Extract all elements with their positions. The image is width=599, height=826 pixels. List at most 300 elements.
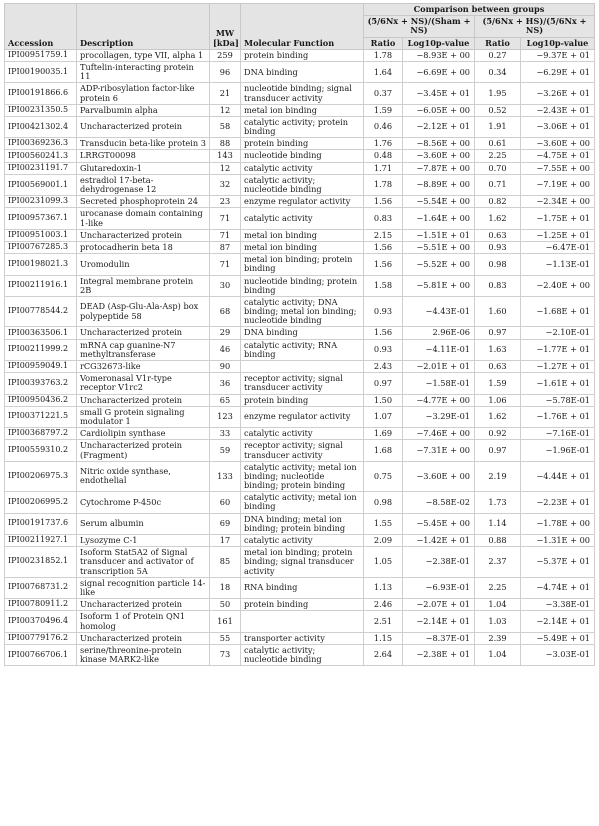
mw-cell: 30 <box>210 275 241 296</box>
log-1-cell: −8.58E-02 <box>403 492 475 513</box>
mw-cell: 58 <box>210 116 241 137</box>
function-cell: catalytic activity; nucleotide binding <box>241 644 364 665</box>
mw-cell: 18 <box>210 577 241 598</box>
accession-cell: IPI00211999.2 <box>5 339 77 360</box>
function-cell: transporter activity <box>241 632 364 644</box>
log-2-cell: −6.29E + 01 <box>521 61 595 82</box>
log-1-cell: −1.42E + 01 <box>403 535 475 547</box>
log-2-cell: −1.27E + 01 <box>521 361 595 373</box>
log-1-cell: −5.52E + 00 <box>403 254 475 275</box>
log-2-cell: −3.26E + 01 <box>521 83 595 104</box>
log-1-cell: −1.58E-01 <box>403 373 475 394</box>
mw-cell: 23 <box>210 196 241 208</box>
log-2-cell: −7.55E + 00 <box>521 162 595 174</box>
ratio-2-cell: 0.63 <box>475 229 521 241</box>
log-2-cell: −9.37E + 01 <box>521 49 595 61</box>
function-cell: RNA binding <box>241 577 364 598</box>
log-1-cell: −2.14E + 01 <box>403 611 475 632</box>
ratio-2-cell: 0.97 <box>475 440 521 461</box>
table-row <box>5 373 595 394</box>
table-row <box>5 196 595 208</box>
log-2-cell: −3.38E-01 <box>521 599 595 611</box>
ratio-1-cell: 2.64 <box>364 644 403 665</box>
table-row <box>5 339 595 360</box>
accession-cell: IPI00231191.7 <box>5 162 77 174</box>
log-1-cell: −2.07E + 01 <box>403 599 475 611</box>
function-cell: protein binding <box>241 49 364 61</box>
log-1-cell: −4.77E + 00 <box>403 394 475 406</box>
mw-cell: 71 <box>210 254 241 275</box>
log-1-cell: −3.45E + 01 <box>403 83 475 104</box>
function-cell: receptor activity; signal transducer activity <box>241 440 364 461</box>
log-1-cell: 2.96E-06 <box>403 327 475 339</box>
log-1-cell: −3.60E + 00 <box>403 461 475 492</box>
accession-cell: IPI00779176.2 <box>5 632 77 644</box>
ratio-2-cell: 1.95 <box>475 83 521 104</box>
mw-cell: 32 <box>210 174 241 195</box>
mw-cell: 71 <box>210 208 241 229</box>
table-row <box>5 162 595 174</box>
log-2-cell: −6.47E-01 <box>521 241 595 253</box>
log-1-cell: −2.38E + 01 <box>403 644 475 665</box>
accession-cell: IPI00368797.2 <box>5 428 77 440</box>
log-2-cell: −5.49E + 01 <box>521 632 595 644</box>
log-1-cell: −5.81E + 00 <box>403 275 475 296</box>
function-cell: catalytic activity; metal ion binding; nucleotide binding; protein binding <box>241 461 364 492</box>
table-row <box>5 394 595 406</box>
header-description: Description <box>77 4 210 50</box>
log-2-cell: −2.23E + 01 <box>521 492 595 513</box>
ratio-2-cell: 0.27 <box>475 49 521 61</box>
ratio-2-cell: 0.93 <box>475 241 521 253</box>
ratio-2-cell: 1.04 <box>475 599 521 611</box>
accession-cell: IPI00211927.1 <box>5 535 77 547</box>
accession-cell: IPI00778544.2 <box>5 296 77 327</box>
function-cell: enzyme regulator activity <box>241 406 364 427</box>
function-cell: metal ion binding <box>241 229 364 241</box>
function-cell: metal ion binding <box>241 104 364 116</box>
mw-cell: 143 <box>210 150 241 162</box>
description-cell: Cytochrome P-450c <box>77 492 210 513</box>
mw-cell: 17 <box>210 535 241 547</box>
table-row <box>5 428 595 440</box>
accession-cell: IPI00206975.3 <box>5 461 77 492</box>
description-cell: Uncharacterized protein <box>77 327 210 339</box>
accession-cell: IPI00766706.1 <box>5 644 77 665</box>
mw-cell: 71 <box>210 229 241 241</box>
ratio-1-cell: 0.37 <box>364 83 403 104</box>
ratio-2-cell: 0.98 <box>475 254 521 275</box>
accession-cell: IPI00957367.1 <box>5 208 77 229</box>
description-cell: Uncharacterized protein <box>77 394 210 406</box>
ratio-1-cell: 1.78 <box>364 49 403 61</box>
description-cell: signal recognition particle 14-like <box>77 577 210 598</box>
function-cell: catalytic activity; nucleotide binding <box>241 174 364 195</box>
table-row <box>5 611 595 632</box>
log-1-cell: −8.37E-01 <box>403 632 475 644</box>
ratio-1-cell: 1.56 <box>364 241 403 253</box>
table-row <box>5 513 595 534</box>
function-cell: protein binding <box>241 599 364 611</box>
ratio-2-cell: 0.92 <box>475 428 521 440</box>
header-group-2: (5/6Nx + HS)/(5/6Nx + NS) <box>475 16 595 37</box>
accession-cell: IPI00231350.5 <box>5 104 77 116</box>
accession-cell: IPI00363506.1 <box>5 327 77 339</box>
ratio-1-cell: 1.05 <box>364 547 403 578</box>
ratio-2-cell: 1.04 <box>475 644 521 665</box>
description-cell: serine/threonine-protein kinase MARK2-like <box>77 644 210 665</box>
header-comparison: Comparison between groups <box>364 4 595 16</box>
ratio-2-cell: 0.88 <box>475 535 521 547</box>
function-cell: metal ion binding <box>241 241 364 253</box>
ratio-2-cell: 1.60 <box>475 296 521 327</box>
accession-cell: IPI00768731.2 <box>5 577 77 598</box>
log-1-cell: −2.01E + 01 <box>403 361 475 373</box>
ratio-1-cell: 1.55 <box>364 513 403 534</box>
log-1-cell: −6.69E + 00 <box>403 61 475 82</box>
header-ratio-1: Ratio <box>364 37 403 49</box>
ratio-2-cell: 0.83 <box>475 275 521 296</box>
log-2-cell: −2.10E-01 <box>521 327 595 339</box>
table-row <box>5 254 595 275</box>
function-cell <box>241 611 364 632</box>
function-cell: DNA binding <box>241 327 364 339</box>
log-1-cell: −8.93E + 00 <box>403 49 475 61</box>
table-row <box>5 150 595 162</box>
mw-cell: 161 <box>210 611 241 632</box>
log-1-cell: −7.87E + 00 <box>403 162 475 174</box>
table-row <box>5 61 595 82</box>
ratio-1-cell: 1.15 <box>364 632 403 644</box>
mw-cell: 55 <box>210 632 241 644</box>
function-cell: catalytic activity <box>241 428 364 440</box>
mw-cell: 96 <box>210 61 241 82</box>
ratio-2-cell: 1.59 <box>475 373 521 394</box>
log-1-cell: −5.45E + 00 <box>403 513 475 534</box>
table-row <box>5 296 595 327</box>
ratio-2-cell: 0.63 <box>475 361 521 373</box>
log-1-cell: −8.89E + 00 <box>403 174 475 195</box>
accession-cell: IPI00198021.3 <box>5 254 77 275</box>
mw-cell: 46 <box>210 339 241 360</box>
description-cell: Uncharacterized protein <box>77 632 210 644</box>
ratio-1-cell: 2.15 <box>364 229 403 241</box>
log-1-cell: −3.29E-01 <box>403 406 475 427</box>
ratio-1-cell: 1.76 <box>364 138 403 150</box>
ratio-1-cell: 1.59 <box>364 104 403 116</box>
table-row <box>5 83 595 104</box>
accession-cell: IPI00370496.4 <box>5 611 77 632</box>
function-cell: metal ion binding; protein binding; signal transducer activity <box>241 547 364 578</box>
table-row <box>5 440 595 461</box>
table-row <box>5 104 595 116</box>
log-1-cell: −7.31E + 00 <box>403 440 475 461</box>
accession-cell: IPI00191737.6 <box>5 513 77 534</box>
function-cell: DNA binding <box>241 61 364 82</box>
table-row <box>5 406 595 427</box>
table-row <box>5 535 595 547</box>
ratio-2-cell: 2.25 <box>475 150 521 162</box>
description-cell: Isoform Stat5A2 of Signal transducer and activator of transcription 5A <box>77 547 210 578</box>
log-1-cell: −3.60E + 00 <box>403 150 475 162</box>
description-cell: protocadherin beta 18 <box>77 241 210 253</box>
function-cell <box>241 361 364 373</box>
log-2-cell: −4.44E + 01 <box>521 461 595 492</box>
ratio-1-cell: 1.07 <box>364 406 403 427</box>
mw-cell: 65 <box>210 394 241 406</box>
ratio-2-cell: 2.37 <box>475 547 521 578</box>
header-group-1: (5/6Nx + NS)/(Sham + NS) <box>364 16 475 37</box>
log-1-cell: −1.51E + 01 <box>403 229 475 241</box>
accession-cell: IPI00231099.3 <box>5 196 77 208</box>
log-2-cell: −5.78E-01 <box>521 394 595 406</box>
log-2-cell: −1.75E + 01 <box>521 208 595 229</box>
mw-cell: 90 <box>210 361 241 373</box>
description-cell: Secreted phosphoprotein 24 <box>77 196 210 208</box>
mw-cell: 12 <box>210 162 241 174</box>
ratio-2-cell: 0.70 <box>475 162 521 174</box>
log-1-cell: −1.64E + 00 <box>403 208 475 229</box>
description-cell: Parvalbumin alpha <box>77 104 210 116</box>
function-cell: protein binding <box>241 394 364 406</box>
ratio-1-cell: 1.64 <box>364 61 403 82</box>
accession-cell: IPI00951759.1 <box>5 49 77 61</box>
description-cell: small G protein signaling modulator 1 <box>77 406 210 427</box>
protein-comparison-table <box>4 3 595 666</box>
ratio-2-cell: 0.97 <box>475 327 521 339</box>
mw-cell: 29 <box>210 327 241 339</box>
function-cell: receptor activity; signal transducer activity <box>241 373 364 394</box>
log-2-cell: −1.78E + 00 <box>521 513 595 534</box>
mw-cell: 85 <box>210 547 241 578</box>
ratio-2-cell: 1.06 <box>475 394 521 406</box>
ratio-1-cell: 1.56 <box>364 196 403 208</box>
function-cell: enzyme regulator activity <box>241 196 364 208</box>
ratio-2-cell: 0.34 <box>475 61 521 82</box>
function-cell: metal ion binding; protein binding <box>241 254 364 275</box>
accession-cell: IPI00369236.3 <box>5 138 77 150</box>
ratio-1-cell: 0.48 <box>364 150 403 162</box>
mw-cell: 87 <box>210 241 241 253</box>
accession-cell: IPI00950436.2 <box>5 394 77 406</box>
accession-cell: IPI00206995.2 <box>5 492 77 513</box>
ratio-2-cell: 0.61 <box>475 138 521 150</box>
header-ratio-2: Ratio <box>475 37 521 49</box>
description-cell: Uncharacterized protein <box>77 229 210 241</box>
description-cell: urocanase domain containing 1-like <box>77 208 210 229</box>
log-2-cell: −1.31E + 00 <box>521 535 595 547</box>
ratio-1-cell: 2.09 <box>364 535 403 547</box>
ratio-1-cell: 0.93 <box>364 296 403 327</box>
description-cell: Integral membrane protein 2B <box>77 275 210 296</box>
ratio-2-cell: 2.19 <box>475 461 521 492</box>
table-row <box>5 116 595 137</box>
table-row <box>5 138 595 150</box>
accession-cell: IPI00231852.1 <box>5 547 77 578</box>
table-row <box>5 492 595 513</box>
mw-cell: 50 <box>210 599 241 611</box>
ratio-1-cell: 0.46 <box>364 116 403 137</box>
ratio-1-cell: 1.13 <box>364 577 403 598</box>
mw-cell: 33 <box>210 428 241 440</box>
accession-cell: IPI00393763.2 <box>5 373 77 394</box>
mw-cell: 259 <box>210 49 241 61</box>
ratio-1-cell: 1.56 <box>364 254 403 275</box>
log-1-cell: −7.46E + 00 <box>403 428 475 440</box>
log-2-cell: −2.43E + 01 <box>521 104 595 116</box>
log-2-cell: −2.14E + 01 <box>521 611 595 632</box>
description-cell: DEAD (Asp-Glu-Ala-Asp) box polypeptide 58 <box>77 296 210 327</box>
description-cell: Serum albumin <box>77 513 210 534</box>
mw-cell: 21 <box>210 83 241 104</box>
table-row <box>5 327 595 339</box>
ratio-1-cell: 1.71 <box>364 162 403 174</box>
table-row <box>5 241 595 253</box>
table-row <box>5 229 595 241</box>
function-cell: nucleotide binding; protein binding <box>241 275 364 296</box>
log-2-cell: −7.16E-01 <box>521 428 595 440</box>
accession-cell: IPI00951003.1 <box>5 229 77 241</box>
ratio-1-cell: 0.93 <box>364 339 403 360</box>
function-cell: protein binding <box>241 138 364 150</box>
description-cell: LRRGT00098 <box>77 150 210 162</box>
accession-cell: IPI00767285.3 <box>5 241 77 253</box>
log-2-cell: −2.40E + 00 <box>521 275 595 296</box>
ratio-1-cell: 1.78 <box>364 174 403 195</box>
ratio-2-cell: 0.71 <box>475 174 521 195</box>
ratio-1-cell: 0.83 <box>364 208 403 229</box>
ratio-1-cell: 1.50 <box>364 394 403 406</box>
ratio-2-cell: 1.63 <box>475 339 521 360</box>
log-2-cell: −7.19E + 00 <box>521 174 595 195</box>
table-row <box>5 632 595 644</box>
log-1-cell: −6.93E-01 <box>403 577 475 598</box>
description-cell: Cardiolipin synthase <box>77 428 210 440</box>
log-2-cell: −1.77E + 01 <box>521 339 595 360</box>
ratio-1-cell: 1.68 <box>364 440 403 461</box>
ratio-2-cell: 1.14 <box>475 513 521 534</box>
table-row <box>5 644 595 665</box>
function-cell: catalytic activity <box>241 162 364 174</box>
log-2-cell: −1.96E-01 <box>521 440 595 461</box>
function-cell: catalytic activity; metal ion binding <box>241 492 364 513</box>
header-mw: MW [kDa] <box>210 4 241 50</box>
log-2-cell: −1.61E + 01 <box>521 373 595 394</box>
accession-cell: IPI00569001.1 <box>5 174 77 195</box>
description-cell: estradiol 17-beta-dehydrogenase 12 <box>77 174 210 195</box>
function-cell: nucleotide binding <box>241 150 364 162</box>
log-2-cell: −3.03E-01 <box>521 644 595 665</box>
accession-cell: IPI00560241.3 <box>5 150 77 162</box>
mw-cell: 123 <box>210 406 241 427</box>
description-cell: Vomeronasal V1r-type receptor V1rc2 <box>77 373 210 394</box>
log-2-cell: −3.60E + 00 <box>521 138 595 150</box>
table-row <box>5 547 595 578</box>
log-2-cell: −4.74E + 01 <box>521 577 595 598</box>
log-2-cell: −2.34E + 00 <box>521 196 595 208</box>
table-row <box>5 599 595 611</box>
function-cell: catalytic activity <box>241 535 364 547</box>
mw-cell: 69 <box>210 513 241 534</box>
mw-cell: 73 <box>210 644 241 665</box>
accession-cell: IPI00559310.2 <box>5 440 77 461</box>
description-cell: Uromodulin <box>77 254 210 275</box>
log-2-cell: −5.37E + 01 <box>521 547 595 578</box>
description-cell: Isoform 1 of Protein QN1 homolog <box>77 611 210 632</box>
log-1-cell: −4.11E-01 <box>403 339 475 360</box>
description-cell: Glutaredoxin-1 <box>77 162 210 174</box>
description-cell: Uncharacterized protein (Fragment) <box>77 440 210 461</box>
table-row <box>5 208 595 229</box>
ratio-2-cell: 1.91 <box>475 116 521 137</box>
table-body <box>5 49 595 666</box>
function-cell: nucleotide binding; signal transducer activity <box>241 83 364 104</box>
table-header <box>5 4 595 50</box>
log-2-cell: −3.06E + 01 <box>521 116 595 137</box>
description-cell: Transducin beta-like protein 3 <box>77 138 210 150</box>
ratio-2-cell: 2.25 <box>475 577 521 598</box>
header-log-1: Log10p-value <box>403 37 475 49</box>
table-row <box>5 577 595 598</box>
header-accession: Accession <box>5 4 77 50</box>
table-row <box>5 361 595 373</box>
table-row <box>5 461 595 492</box>
function-cell: DNA binding; metal ion binding; protein binding <box>241 513 364 534</box>
ratio-1-cell: 1.69 <box>364 428 403 440</box>
accession-cell: IPI00959049.1 <box>5 361 77 373</box>
mw-cell: 60 <box>210 492 241 513</box>
description-cell: mRNA cap guanine-N7 methyltransferase <box>77 339 210 360</box>
description-cell: Uncharacterized protein <box>77 599 210 611</box>
table-row <box>5 174 595 195</box>
description-cell: ADP-ribosylation factor-like protein 6 <box>77 83 210 104</box>
function-cell: catalytic activity; RNA binding <box>241 339 364 360</box>
description-cell: rCG32673-like <box>77 361 210 373</box>
log-1-cell: −6.05E + 00 <box>403 104 475 116</box>
function-cell: catalytic activity <box>241 208 364 229</box>
log-1-cell: −5.51E + 00 <box>403 241 475 253</box>
ratio-1-cell: 2.46 <box>364 599 403 611</box>
table-row <box>5 275 595 296</box>
log-1-cell: −4.43E-01 <box>403 296 475 327</box>
header-log-2: Log10p-value <box>521 37 595 49</box>
accession-cell: IPI00191866.6 <box>5 83 77 104</box>
mw-cell: 12 <box>210 104 241 116</box>
log-1-cell: −8.56E + 00 <box>403 138 475 150</box>
ratio-2-cell: 1.62 <box>475 208 521 229</box>
log-1-cell: −2.38E-01 <box>403 547 475 578</box>
ratio-1-cell: 0.75 <box>364 461 403 492</box>
function-cell: catalytic activity; DNA binding; metal ion binding; nucleotide binding <box>241 296 364 327</box>
description-cell: Lysozyme C-1 <box>77 535 210 547</box>
table-row <box>5 49 595 61</box>
log-1-cell: −2.12E + 01 <box>403 116 475 137</box>
log-2-cell: −1.13E-01 <box>521 254 595 275</box>
ratio-2-cell: 1.03 <box>475 611 521 632</box>
mw-cell: 88 <box>210 138 241 150</box>
ratio-1-cell: 1.56 <box>364 327 403 339</box>
accession-cell: IPI00780911.2 <box>5 599 77 611</box>
accession-cell: IPI00421302.4 <box>5 116 77 137</box>
ratio-1-cell: 0.97 <box>364 373 403 394</box>
function-cell: catalytic activity; protein binding <box>241 116 364 137</box>
ratio-2-cell: 0.82 <box>475 196 521 208</box>
ratio-2-cell: 1.73 <box>475 492 521 513</box>
mw-cell: 68 <box>210 296 241 327</box>
ratio-1-cell: 0.98 <box>364 492 403 513</box>
mw-cell: 133 <box>210 461 241 492</box>
accession-cell: IPI00371221.5 <box>5 406 77 427</box>
